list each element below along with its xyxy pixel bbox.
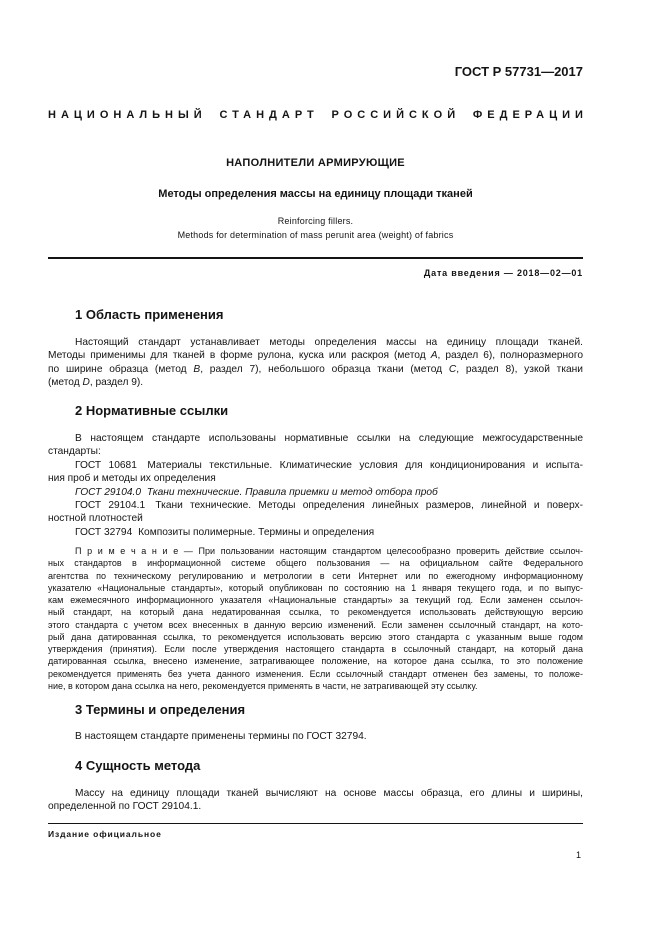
english-title (48, 214, 583, 242)
reference-text: ния проб и методы их определения (48, 473, 216, 485)
note-text: указателю «Национальные стандарты», который опубликован по состоянию на 1 января текущего года, и по выпус- (48, 582, 583, 593)
note-line (48, 668, 583, 680)
method-letter: D (82, 377, 90, 389)
document-number: ГОСТ Р 57731—2017 (454, 64, 583, 79)
note-text: этого стандарта с учетом всех внесенных в данную версию изменений. Если заменен ссылочный стандарт, на кото- (48, 619, 583, 630)
reference-code: ГОСТ 29104.1 (75, 500, 146, 512)
note-text: утверждения (принятия). Если после утверждения настоящего стандарта в ссылочный стандарт, на который дана (48, 644, 583, 655)
reference-text: Материалы текстильные. Климатические условия для кондиционирования и испыта- (147, 459, 583, 471)
reference-item (48, 486, 583, 499)
page-number: 1 (575, 850, 581, 860)
text-line (48, 376, 583, 389)
note-text: ный стандарт, на который дана недатированная ссылка, то рекомендуется использовать действующую версию (48, 607, 583, 618)
banner-word: СТАНДАРТ (219, 109, 319, 121)
footer-divider (48, 823, 583, 824)
note-line (48, 655, 583, 667)
note-text: ние, в котором дана ссылка на него, рекомендуется применять в части, не затрагивающей эту ссылку. (48, 680, 478, 691)
header-divider (48, 257, 583, 259)
reference-item (48, 526, 583, 539)
document-subtitle: Методы определения массы на единицу площади тканей (158, 188, 473, 200)
reference-item-continuation (48, 512, 583, 525)
reference-code: ГОСТ 10681 (75, 459, 137, 471)
introduction-date: Дата введения — 2018—02—01 (423, 268, 583, 278)
method-letter: C (448, 363, 457, 375)
scope-paragraph (48, 336, 583, 390)
text-line (48, 336, 583, 349)
note-text: — При пользовании настоящим стандартом целесообразно проверить действие ссылоч- (183, 546, 583, 556)
method-letter: A (430, 350, 438, 362)
section-heading-scope: 1 Область применения (75, 307, 224, 322)
text-line (48, 445, 583, 458)
references-note (48, 545, 583, 692)
terms-paragraph (48, 730, 583, 743)
reference-item (48, 499, 583, 512)
banner-word: ФЕДЕРАЦИИ (472, 109, 588, 121)
text-segment: по ширине образца (метод (48, 363, 194, 375)
note-line (48, 545, 583, 557)
banner-word: РОССИЙСКОЙ (331, 109, 461, 121)
references-list (48, 432, 583, 539)
text-segment: (метод (48, 377, 83, 389)
text-line (48, 363, 583, 376)
note-text: рекомендуется применять без учета данного изменения. Если ссылочный стандарт отменен без замены, то положе- (48, 668, 583, 679)
text-segment: стандарты: (48, 446, 101, 458)
text-line (48, 800, 583, 813)
text-segment: Массу на единицу площади тканей вычисляют на основе массы образца, его длины и ширины, (75, 788, 583, 799)
text-segment: , раздел 6), полноразмерного (437, 350, 583, 362)
note-text: кам ежемесячного информационного указателя «Национальные стандарты» за текущий год. Если заменен ссылоч- (48, 595, 583, 606)
note-line (48, 606, 583, 618)
note-line (48, 582, 583, 594)
note-text: агентства по техническому регулированию и метрологии в сети Интернет или по ежегодному информационному (48, 570, 583, 581)
text-segment: , раздел 9). (89, 377, 144, 389)
text-segment: определенной по ГОСТ 29104.1. (48, 801, 202, 813)
banner-word: НАЦИОНАЛЬНЫЙ (48, 109, 207, 121)
principle-paragraph (48, 787, 583, 814)
note-line (48, 680, 583, 692)
reference-text: Композиты полимерные. Термины и определения (138, 526, 375, 538)
reference-code: ГОСТ 32794 (75, 526, 133, 538)
method-letter: B (193, 363, 201, 375)
reference-code: ГОСТ 29104.0 (75, 486, 142, 498)
note-label: П р и м е ч а н и е (75, 546, 179, 556)
text-line (48, 730, 583, 743)
text-segment: Настоящий стандарт устанавливает методы определения массы на единицу площади тканей. (75, 337, 583, 348)
text-segment: Методы применимы для тканей в форме рулона, куска или раскроя (метод (48, 350, 431, 362)
text-line (48, 432, 583, 445)
text-segment: В настоящем стандарте использованы нормативные ссылки на следующие межгосударственные (75, 433, 583, 444)
reference-text: Ткани технические. Методы определения линейных размеров, линейной и поверх- (155, 500, 584, 512)
national-standard-banner (48, 108, 588, 122)
note-line (48, 557, 583, 569)
section-heading-principle: 4 Сущность метода (75, 758, 201, 773)
text-line (48, 349, 583, 362)
english-title-line: Reinforcing fillers. (277, 216, 354, 226)
text-segment: , раздел 7), небольшого образца ткани (метод (200, 363, 449, 375)
reference-text: Ткани технические. Правила приемки и метод отбора проб (146, 486, 438, 498)
text-segment: , раздел 8), узкой ткани (456, 363, 583, 375)
note-text: рый дана датированная ссылка, то рекомендуется использовать версию этого стандарта с указанным выше годом (48, 631, 583, 642)
english-title-line: Methods for determination of mass perunit area (weight) of fabrics (177, 230, 454, 240)
section-heading-references: 2 Нормативные ссылки (75, 403, 229, 418)
note-text: ных стандартов в информационной системе общего пользования — на официальном сайте Федерального (48, 558, 583, 569)
note-text: датированная ссылка, внесено изменение, затрагивающее положение, на которое дана ссылка, то это положение (48, 656, 583, 667)
note-line (48, 643, 583, 655)
edition-label: Издание официальное (48, 829, 162, 839)
reference-item (48, 459, 583, 472)
document-title: НАПОЛНИТЕЛИ АРМИРУЮЩИЕ (226, 157, 405, 169)
reference-text: ностной плотностей (48, 513, 143, 525)
text-line (48, 787, 583, 800)
note-line (48, 594, 583, 606)
section-heading-terms: 3 Термины и определения (75, 702, 246, 717)
text-segment: В настоящем стандарте применены термины по ГОСТ 32794. (75, 731, 367, 742)
note-line (48, 619, 583, 631)
note-line (48, 570, 583, 582)
note-line (48, 631, 583, 643)
reference-item-continuation (48, 472, 583, 485)
